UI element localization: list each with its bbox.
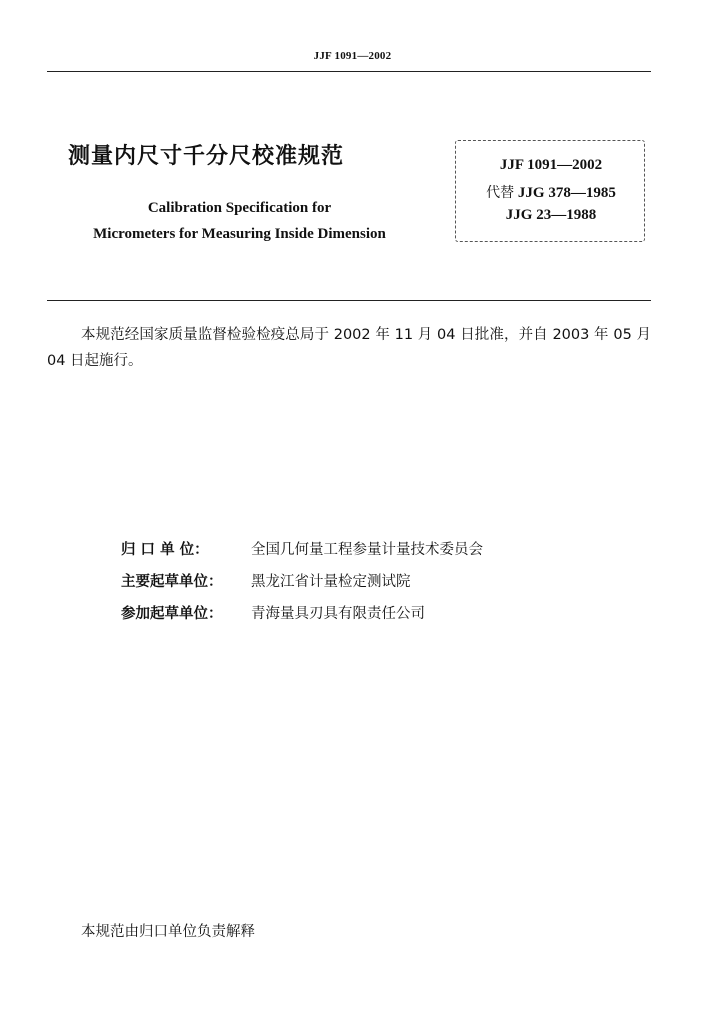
unit-label: 归 口 单 位：: [121, 542, 209, 558]
interpretation-note: 本规范由归口单位负责解释: [81, 924, 255, 940]
unit-label: 参加起草单位：: [121, 606, 223, 622]
replaced-code-1: JJG 378—1985: [514, 185, 616, 201]
replaces-label: 代替: [486, 185, 515, 201]
drafting-units: [121, 540, 483, 636]
unit-row-participating-drafter: [121, 604, 483, 636]
unit-row-responsible: [121, 540, 483, 572]
header-divider: [47, 71, 651, 72]
replaced-code-2: JJG 23—1988: [505, 207, 597, 223]
unit-value: 全国几何量工程参量计量技术委员会: [251, 542, 483, 558]
unit-value: 青海量具刃具有限责任公司: [251, 606, 425, 622]
unit-value: 黑龙江省计量检定测试院: [251, 574, 411, 590]
unit-row-main-drafter: [121, 572, 483, 604]
title-chinese: 测量内尺寸千分尺校准规范: [68, 144, 345, 169]
standard-code: JJF 1091—2002: [499, 157, 603, 173]
title-english-line2: Micrometers for Measuring Inside Dimension: [93, 226, 386, 242]
running-header-code: JJF 1091—2002: [313, 50, 392, 62]
replaces-code-line: [456, 182, 646, 202]
approval-statement: 本规范经国家质量监督检验检疫总局于 2002 年 11 月 04 日批准，并自 2003 年 05 月 04 日起施行。: [47, 327, 651, 369]
unit-label: 主要起草单位：: [121, 574, 223, 590]
title-english-line1: Calibration Specification for: [147, 200, 332, 216]
standard-code-box: [455, 140, 645, 242]
title-divider: [47, 300, 651, 301]
